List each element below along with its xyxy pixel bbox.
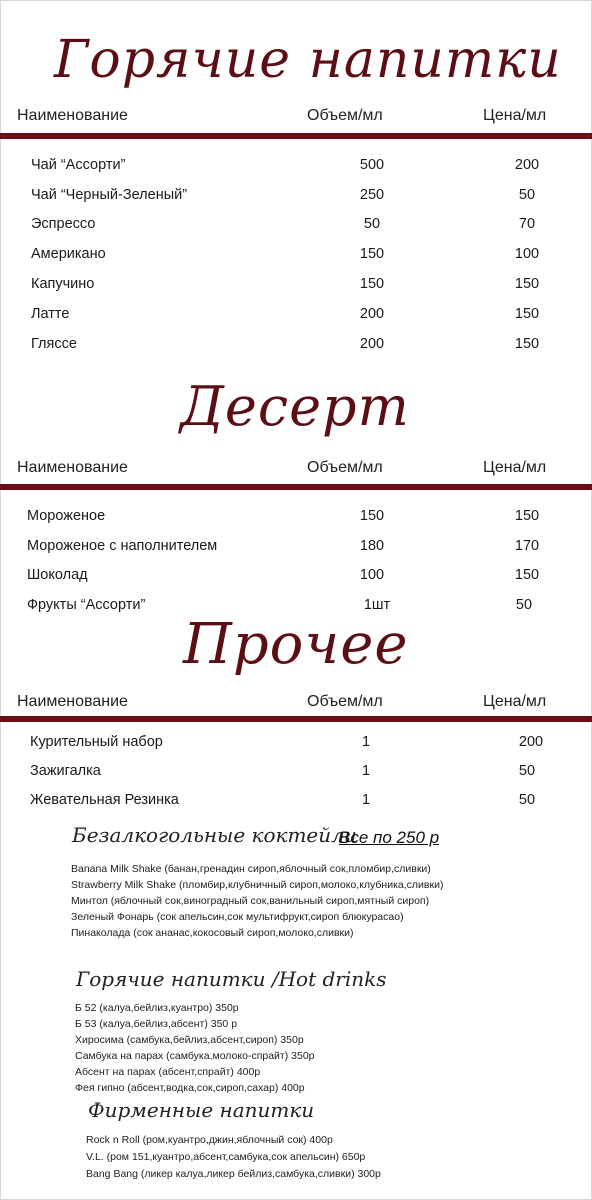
col-name-header: Наименование [17,459,128,476]
item-price: 150 [514,276,540,292]
col-price-header: Цена/мл [483,693,547,710]
item-volume: 200 [359,306,385,322]
item-price: 100 [514,246,540,262]
item-volume: 180 [359,538,385,554]
item-name: Жевательная Резинка [30,792,179,808]
menu-row [0,157,592,179]
item-name: Чай “Ассорти” [31,157,126,173]
menu-row [0,567,592,589]
list-item: V.L. (ром 151,куантро,абсент,самбука,сок апельсин) 650р [86,1151,366,1163]
item-volume: 200 [359,336,385,352]
col-volume-header: Объем/мл [307,693,383,710]
item-volume: 50 [363,216,381,232]
list-item: Б 53 (калуа,бейлиз,абсент) 350 р [75,1018,238,1030]
list-item: Минтол (яблочный сок,виноградный сок,ванильный сироп,мятный сироп) [71,895,430,907]
item-name: Эспрессо [31,216,96,232]
cocktails-title: Безалкогольные коктейли [72,823,357,847]
item-price: 150 [514,336,540,352]
section-title-hot-drinks: Горячие напитки [54,30,562,90]
item-price: 150 [514,306,540,322]
col-name-header: Наименование [17,693,128,710]
item-volume: 150 [359,246,385,262]
list-item: Strawberry Milk Shake (пломбир,клубничный сироп,молоко,клубника,сливки) [71,879,444,891]
table-header [0,107,592,131]
item-volume: 1 [361,734,371,750]
list-item: Самбука на парах (самбука,молоко-спрайт) 350р [75,1050,315,1062]
item-volume: 150 [359,276,385,292]
menu-row [0,306,592,328]
item-name: Зажигалка [30,763,101,779]
item-price: 200 [514,157,540,173]
item-name: Латте [31,306,70,322]
signature-title: Фирменные напитки [88,1098,315,1122]
item-price: 70 [518,216,536,232]
menu-row [0,187,592,209]
item-price: 50 [518,763,536,779]
list-item: Пинаколада (сок ананас,кокосовый сироп,молоко,сливки) [71,927,354,939]
list-item: Banana Milk Shake (банан,гренадин сироп,яблочный сок,пломбир,сливки) [71,863,431,875]
list-item: Абсент на парах (абсент,спрайт) 400р [75,1066,261,1078]
list-item: Зеленый Фонарь (сок апельсин,сок мультифрукт,сироп блюкурасао) [71,911,404,923]
item-name: Мороженое [27,508,106,524]
menu-row [0,276,592,298]
list-item: Б 52 (калуа,бейлиз,куантро) 350р [75,1002,239,1014]
item-name: Фрукты “Ассорти” [27,597,146,613]
divider-bar [0,716,592,722]
table-header [0,693,592,717]
menu-row [0,336,592,358]
item-volume: 100 [359,567,385,583]
col-price-header: Цена/мл [483,459,547,476]
item-name: Курительный набор [30,734,163,750]
item-price: 50 [515,597,533,613]
item-price: 150 [514,508,540,524]
menu-row [0,216,592,238]
menu-row [0,246,592,268]
menu-row [0,734,592,756]
col-name-header: Наименование [17,107,128,124]
section-title-dessert: Десерт [180,375,410,438]
divider-bar [0,133,592,139]
list-item: Bang Bang (ликер калуа,ликер бейлиз,самбука,сливки) 300р [86,1168,381,1180]
item-volume: 250 [359,187,385,203]
item-price: 150 [514,567,540,583]
section-title-other: Прочее [183,612,409,677]
list-item: Фея гипно (абсент,водка,сок,сироп,сахар) 400р [75,1082,305,1094]
item-name: Гляссе [31,336,77,352]
item-price: 200 [518,734,544,750]
menu-row [0,538,592,560]
divider-bar [0,484,592,490]
item-name: Мороженое с наполнителем [27,538,218,554]
item-price: 50 [518,187,536,203]
cocktails-price-note: Все по 250 р [339,828,440,847]
item-price: 170 [514,538,540,554]
item-price: 50 [518,792,536,808]
hot-drinks-title: Горячие напитки /Hot drinks [76,967,387,991]
item-volume: 1шт [363,597,391,613]
item-volume: 1 [361,763,371,779]
list-item: Хиросима (самбука,бейлиз,абсент,сироп) 350р [75,1034,304,1046]
item-name: Американо [31,246,106,262]
table-header [0,459,592,483]
col-volume-header: Объем/мл [307,459,383,476]
item-name: Чай “Черный-Зеленый” [31,187,188,203]
item-volume: 500 [359,157,385,173]
list-item: Rock n Roll (ром,куантро,джин,яблочный сок) 400р [86,1134,333,1146]
item-volume: 1 [361,792,371,808]
item-name: Капучино [31,276,95,292]
menu-row [0,508,592,530]
item-name: Шоколад [27,567,88,583]
col-volume-header: Объем/мл [307,107,383,124]
menu-row [0,792,592,814]
menu-row [0,763,592,785]
item-volume: 150 [359,508,385,524]
col-price-header: Цена/мл [483,107,547,124]
